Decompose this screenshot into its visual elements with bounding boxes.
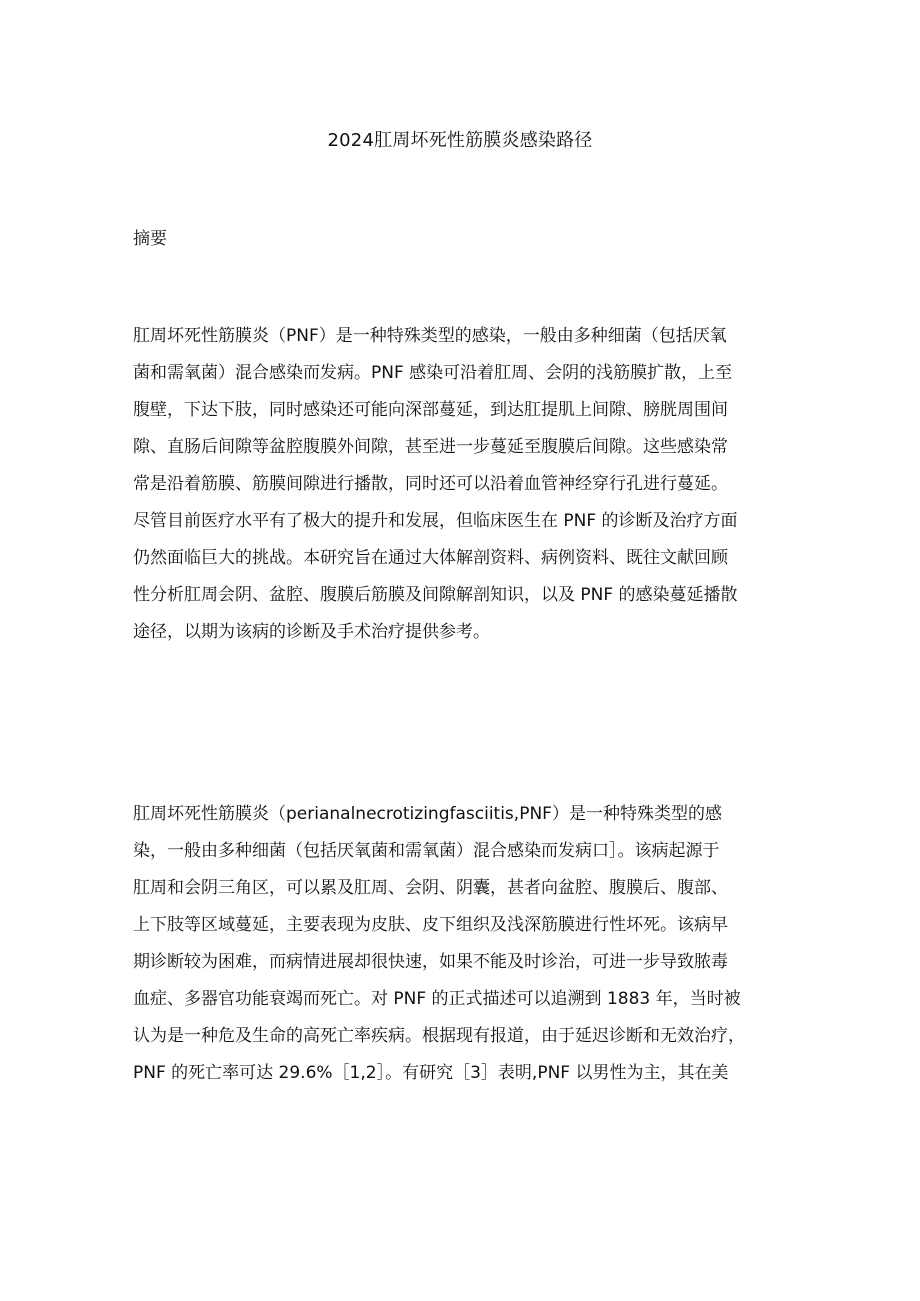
text-line: PNF 的死亡率可达 29.6%［1,2］。有研究［3］表明,PNF 以男性为主，其在美 (133, 1063, 729, 1083)
text-line: 隙、直肠后间隙等盆腔腹膜外间隙，甚至进一步蔓延至腹膜后间隙。这些感染常 (133, 437, 728, 457)
text-line: 肛周坏死性筋膜炎（PNF）是一种特殊类型的感染，一般由多种细菌（包括厌氧 (133, 326, 727, 346)
text-line: 腹壁，下达下肢，同时感染还可能向深部蔓延，到达肛提肌上间隙、膀胱周围间 (133, 400, 728, 420)
text-line: 上下肢等区域蔓延，主要表现为皮肤、皮下组织及浅深筋膜进行性坏死。该病早 (133, 915, 728, 935)
text-line: 常是沿着筋膜、筋膜间隙进行播散，同时还可以沿着血管神经穿行孔进行蔓延。 (133, 474, 728, 494)
paragraph-introduction (133, 796, 795, 1092)
text-line: 肛周和会阴三角区，可以累及肛周、会阴、阴囊，甚者向盆腔、腹膜后、腹部、 (133, 878, 728, 898)
text-line: 菌和需氧菌）混合感染而发病。PNF 感染可沿着肛周、会阴的浅筋膜扩散，上至 (133, 363, 733, 383)
text-line: 染，一般由多种细菌（包括厌氧菌和需氧菌）混合感染而发病口］。该病起源于 (133, 841, 720, 861)
text-line: 仍然面临巨大的挑战。本研究旨在通过大体解剖资料、病例资料、既往文献回顾 (133, 548, 728, 568)
section-heading-abstract: 摘要 (133, 229, 167, 249)
text-line: 性分析肛周会阴、盆腔、腹膜后筋膜及间隙解剖知识，以及 PNF 的感染蔓延播散 (133, 585, 738, 605)
text-line: 认为是一种危及生命的高死亡率疾病。根据现有报道，由于延迟诊断和无效治疗， (133, 1026, 745, 1046)
document-title: 2024肛周坏死性筋膜炎感染路径 (327, 130, 593, 151)
text-line: 途径，以期为该病的诊断及手术治疗提供参考。 (133, 622, 490, 642)
text-line: 血症、多器官功能衰竭而死亡。对 PNF 的正式描述可以追溯到 1883 年，当时被 (133, 989, 741, 1009)
paragraph-abstract (133, 318, 795, 651)
text-line: 期诊断较为困难，而病情进展却很快速，如果不能及时诊治，可进一步导致脓毒 (133, 952, 728, 972)
text-line: 尽管目前医疗水平有了极大的提升和发展，但临床医生在 PNF 的诊断及治疗方面 (133, 511, 738, 531)
text-line: 肛周坏死性筋膜炎（perianalnecrotizingfasciitis,PNF）是一种特殊类型的感 (133, 804, 722, 824)
